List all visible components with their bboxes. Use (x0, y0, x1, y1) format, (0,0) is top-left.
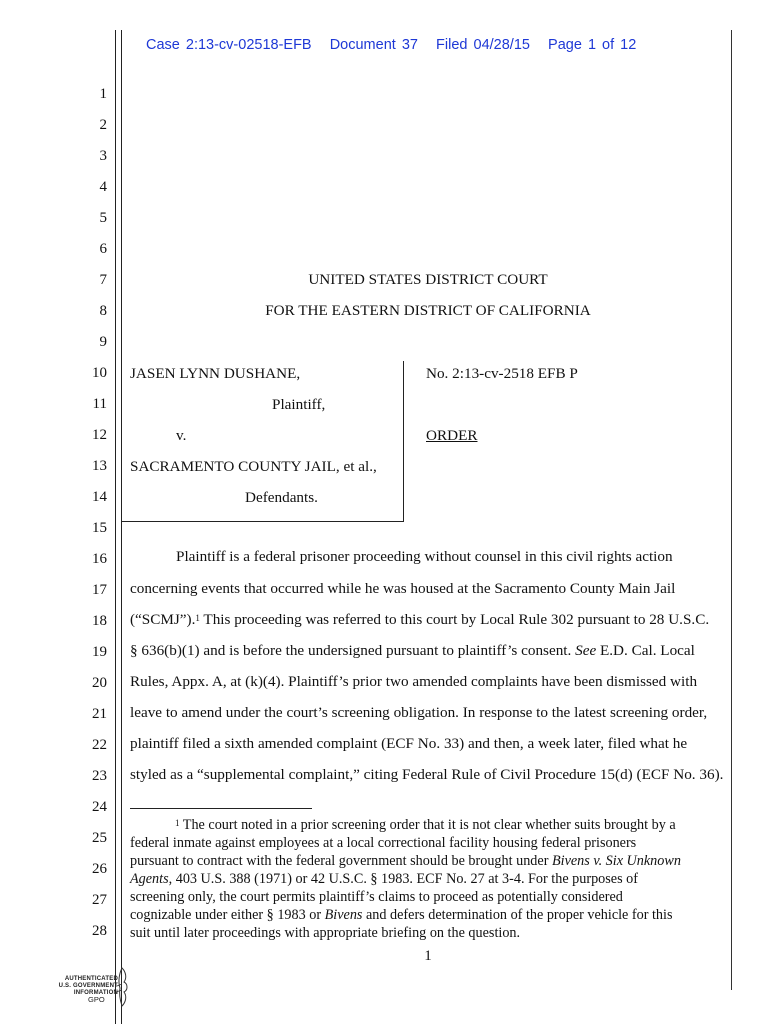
footnote-line: suit until later proceedings with appropriate briefing on the question. (130, 925, 521, 941)
left-margin-rule (115, 30, 116, 1024)
body-text: § 636(b)(1) and is before the undersigned pursuant to plaintiff’s consent. (130, 642, 576, 659)
line-number: 24 (92, 799, 107, 815)
line-number: 2 (99, 117, 107, 133)
plaintiff-label: Plaintiff, (272, 396, 326, 413)
defendant-name: SACRAMENTO COUNTY JAIL, et al., (130, 458, 377, 475)
line-number: 25 (92, 830, 107, 846)
footnote-text: cognizable under either § 1983 or (130, 907, 325, 923)
footnote-mark: 1 (175, 818, 180, 828)
footnote-separator (130, 808, 312, 809)
body-text: This proceeding was referred to this court by Local Rule 302 pursuant to 28 U.S.C. (199, 611, 710, 628)
defendant-label: Defendants. (245, 489, 318, 506)
line-number: 18 (92, 613, 107, 629)
seal-gpo: GPO (88, 995, 105, 1004)
header-document-number: Document 37 (329, 37, 418, 53)
line-number: 27 (92, 892, 107, 908)
line-number: 22 (92, 737, 107, 753)
document-title: ORDER (426, 427, 478, 444)
line-number: 15 (92, 520, 107, 536)
gpo-authentication-seal (30, 966, 130, 1021)
line-number: 4 (99, 179, 107, 195)
case-citation: Bivens v. Six Unknown (551, 853, 681, 869)
line-number: 7 (99, 272, 107, 288)
body-line-23: styled as a “supplemental complaint,” citing Federal Rule of Civil Procedure 15(d) (ECF No. 36). (130, 766, 724, 783)
court-name: UNITED STATES DISTRICT COURT (308, 271, 548, 288)
versus-label: v. (176, 427, 187, 444)
seal-text: AUTHENTICATED (64, 976, 118, 982)
footnote-line: federal inmate against employees at a local correctional facility housing federal prisoners (130, 835, 637, 851)
line-number: 1 (99, 86, 107, 102)
right-margin-rule (731, 30, 732, 990)
body-line-19 (130, 642, 695, 660)
line-number: 13 (92, 458, 107, 474)
footnote-reference: 1 (195, 613, 200, 623)
header-filed-date: Filed 04/28/15 (436, 37, 530, 53)
footnote-text: and defers determination of the proper vehicle for this (362, 907, 673, 923)
footnote-line (175, 817, 676, 834)
line-number: 21 (92, 706, 107, 722)
line-number: 8 (99, 303, 107, 319)
signal-see: See (575, 642, 597, 659)
eagle-icon (114, 966, 130, 1010)
line-number: 6 (99, 241, 107, 257)
line-number: 23 (92, 768, 107, 784)
seal-text: INFORMATION (73, 990, 118, 996)
body-line-21: leave to amend under the court’s screening obligation. In response to the latest screening order, (130, 704, 708, 721)
seal-text: U.S. GOVERNMENT (58, 983, 118, 989)
page-number: 1 (424, 948, 432, 964)
body-line-16: Plaintiff is a federal prisoner proceeding without counsel in this civil rights action (176, 548, 673, 565)
left-margin-rule-inner (121, 30, 122, 1024)
body-line-18 (130, 611, 709, 629)
footnote-line (130, 907, 673, 924)
body-line-20: Rules, Appx. A, at (k)(4). Plaintiff’s prior two amended complaints have been dismissed with (130, 673, 698, 690)
line-number: 12 (92, 427, 107, 443)
line-number: 17 (92, 582, 107, 598)
body-line-17: concerning events that occurred while he was housed at the Sacramento County Main Jail (130, 580, 676, 597)
case-citation: Bivens (324, 907, 363, 923)
body-text: (“SCMJ”). (130, 611, 196, 628)
footnote-text: The court noted in a prior screening order that it is not clear whether suits brought by a (179, 817, 676, 833)
court-district: FOR THE EASTERN DISTRICT OF CALIFORNIA (265, 302, 591, 319)
footnote-line: screening only, the court permits plaintiff’s claims to proceed as potentially considered (130, 889, 623, 905)
footnote-line (130, 871, 638, 888)
footnote-line (130, 853, 681, 870)
filing-header (146, 37, 636, 53)
footnote-text: pursuant to contract with the federal government should be brought under (130, 853, 552, 869)
line-number: 9 (99, 334, 107, 350)
body-text: E.D. Cal. Local (596, 642, 695, 659)
header-case-number: Case 2:13-cv-02518-EFB (146, 37, 312, 53)
header-page-count: Page 1 of 12 (548, 37, 637, 53)
line-number: 5 (99, 210, 107, 226)
line-number: 20 (92, 675, 107, 691)
line-number: 10 (92, 365, 107, 381)
line-number: 14 (92, 489, 107, 505)
line-number: 3 (99, 148, 107, 164)
case-citation: Agents (130, 871, 169, 887)
line-number: 26 (92, 861, 107, 877)
footnote-text: , 403 U.S. 388 (1971) or 42 U.S.C. § 1983. ECF No. 27 at 3-4. For the purposes of (168, 871, 638, 887)
line-number: 19 (92, 644, 107, 660)
line-number: 28 (92, 923, 107, 939)
line-number: 11 (92, 396, 107, 412)
case-number: No. 2:13-cv-2518 EFB P (426, 365, 578, 382)
plaintiff-name: JASEN LYNN DUSHANE, (130, 365, 301, 382)
body-line-22: plaintiff filed a sixth amended complaint (ECF No. 33) and then, a week later, filed what he (130, 735, 688, 752)
line-number: 16 (92, 551, 107, 567)
